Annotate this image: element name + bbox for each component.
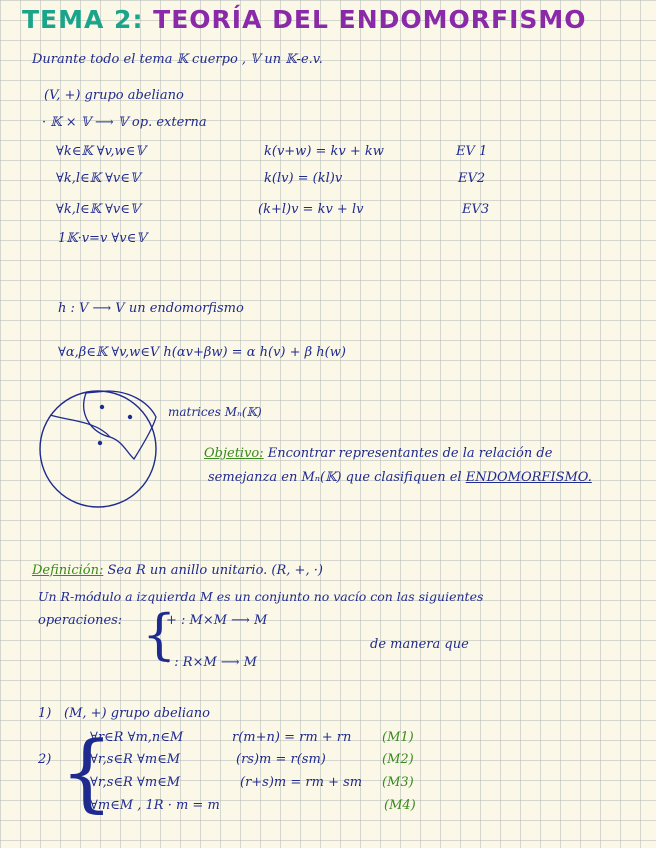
ev3-quantifier: ∀k,l∈𝕂 ∀v∈𝕍 [56, 202, 140, 217]
m3-formula: (r+s)m = rm + sm [240, 775, 363, 790]
intro-line-3: · 𝕂 × 𝕍 ⟶ 𝕍 op. externa [42, 115, 207, 130]
ev1-tag: EV 1 [456, 144, 488, 159]
ev3-formula: (k+l)v = kv + lv [258, 202, 364, 217]
m3-tag: (M3) [382, 775, 414, 790]
ev3-tag: EV3 [462, 202, 490, 217]
endomorphism-definition: h : V ⟶ V un endomorfismo [58, 301, 244, 316]
operations-brace: { [142, 603, 177, 666]
inner-region-outline [84, 391, 156, 459]
intro-line-1: Durante todo el tema 𝕂 cuerpo , 𝕍 un 𝕂-e.v. [32, 52, 323, 67]
ev1-formula: k(v+w) = kv + kw [264, 144, 384, 159]
definition-manner: de manera que [370, 637, 469, 652]
diagram-label: matrices Mₙ(𝕂) [168, 405, 262, 419]
m2-tag: (M2) [382, 752, 414, 767]
m1-formula: r(m+n) = rm + rn [232, 730, 352, 745]
m1-tag: (M1) [382, 730, 414, 745]
ev2-quantifier: ∀k,l∈𝕂 ∀v∈𝕍 [56, 171, 140, 186]
operation-product: · : R×M ⟶ M [166, 655, 257, 670]
point-2 [128, 415, 132, 419]
m3-quantifier: ∀r,s∈R ∀m∈M [90, 775, 181, 790]
m1-quantifier: ∀r∈R ∀m,n∈M [90, 730, 184, 745]
operation-sum: + : M×M ⟶ M [166, 613, 268, 628]
endomorphism-linearity: ∀α,β∈𝕂 ∀v,w∈V h(αv+βw) = α h(v) + β h(w) [58, 345, 346, 360]
definition-label: Definición: [32, 563, 104, 578]
objective-line-2: semejanza en Mₙ(𝕂) que clasifiquen el [208, 470, 466, 485]
m2-formula: (rs)m = r(sm) [236, 752, 326, 767]
objective-line-1: Encontrar representantes de la relación de [267, 446, 553, 461]
outer-circle [40, 391, 156, 507]
ev2-formula: k(lv) = (kl)v [264, 171, 343, 186]
matrices-set-diagram [30, 385, 180, 515]
title-main: TEORÍA DEL ENDOMORFISMO [153, 5, 587, 34]
point-3 [98, 441, 102, 445]
m2-quantifier: ∀r,s∈R ∀m∈M [90, 752, 181, 767]
module-item-1-number: 1) [38, 706, 52, 721]
ev1-quantifier: ∀k∈𝕂 ∀v,w∈𝕍 [56, 144, 146, 159]
title-prefix: TEMA 2: [22, 5, 144, 34]
ev4-line: 1𝕂·v=v ∀v∈𝕍 [58, 231, 147, 246]
definition-line-3: operaciones: [38, 613, 123, 628]
module-item-2-number: 2) [38, 752, 52, 767]
definition-line-1: Sea R un anillo unitario. (R, +, ·) [107, 563, 323, 578]
page-title [22, 4, 587, 36]
point-1 [100, 405, 104, 409]
objective-label: Objetivo: [204, 446, 264, 461]
m4-line: ∀m∈M , 1R · m = m [90, 798, 220, 813]
intro-line-2: (V, +) grupo abeliano [44, 88, 184, 103]
axioms-brace: { [60, 723, 114, 821]
m4-tag: (M4) [384, 798, 416, 813]
objective-highlight: ENDOMORFISMO. [465, 470, 592, 485]
ev2-tag: EV2 [458, 171, 486, 186]
module-item-1: (M, +) grupo abeliano [64, 706, 210, 721]
definition-line-2: Un R-módulo a izquierda M es un conjunto no vacío con las siguientes [38, 589, 484, 604]
